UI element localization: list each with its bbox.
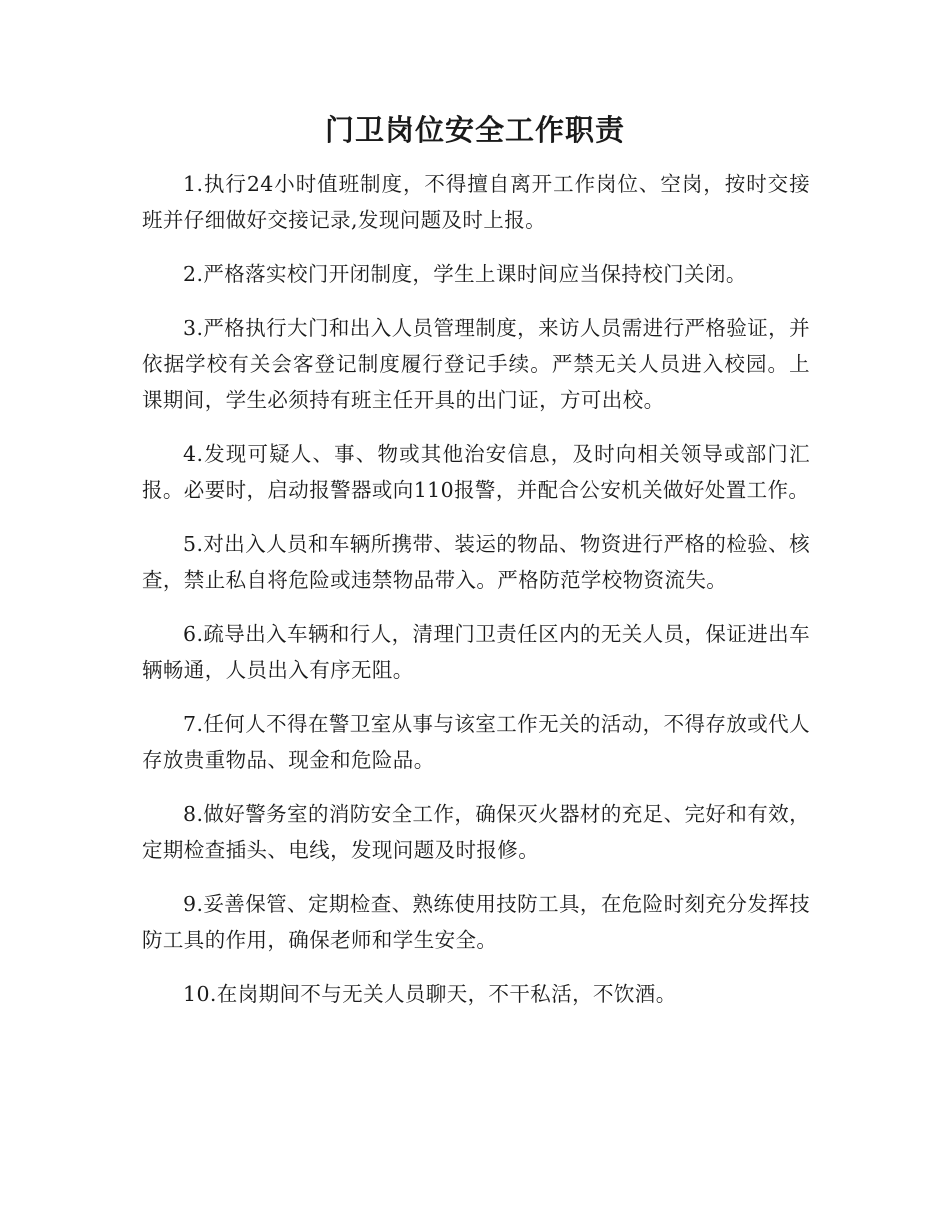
document-body xyxy=(142,166,810,1030)
duty-item-8: 8.做好警务室的消防安全工作，确保灭火器材的充足、完好和有效，定期检查插头、电线，发现问题及时报修。 xyxy=(142,802,810,862)
duty-item-1: 1.执行24小时值班制度，不得擅自离开工作岗位、空岗，按时交接班并仔细做好交接记录,发现问题及时上报。 xyxy=(142,172,810,232)
duty-item-9: 9.妥善保管、定期检查、熟练使用技防工具，在危险时刻充分发挥技防工具的作用，确保老师和学生安全。 xyxy=(142,892,810,952)
duty-item-3: 3.严格执行大门和出入人员管理制度，来访人员需进行严格验证，并依据学校有关会客登记制度履行登记手续。严禁无关人员进入校园。上课期间，学生必须持有班主任开具的出门证，方可出校。 xyxy=(142,316,810,412)
duty-item-4: 4.发现可疑人、事、物或其他治安信息，及时向相关领导或部门汇报。必要时，启动报警器或向110报警，并配合公安机关做好处置工作。 xyxy=(142,442,810,502)
duty-item-5: 5.对出入人员和车辆所携带、装运的物品、物资进行严格的检验、核查，禁止私自将危险或违禁物品带入。严格防范学校物资流失。 xyxy=(142,532,810,592)
duty-item-10: 10.在岗期间不与无关人员聊天，不干私活，不饮酒。 xyxy=(183,982,677,1006)
duty-item-7: 7.任何人不得在警卫室从事与该室工作无关的活动，不得存放或代人存放贵重物品、现金和危险品。 xyxy=(142,712,810,772)
document-title: 门卫岗位安全工作职责 xyxy=(324,113,625,147)
duty-item-2: 2.严格落实校门开闭制度，学生上课时间应当保持校门关闭。 xyxy=(183,262,747,286)
duty-item-6: 6.疏导出入车辆和行人，清理门卫责任区内的无关人员，保证进出车辆畅通，人员出入有序无阻。 xyxy=(142,622,810,682)
